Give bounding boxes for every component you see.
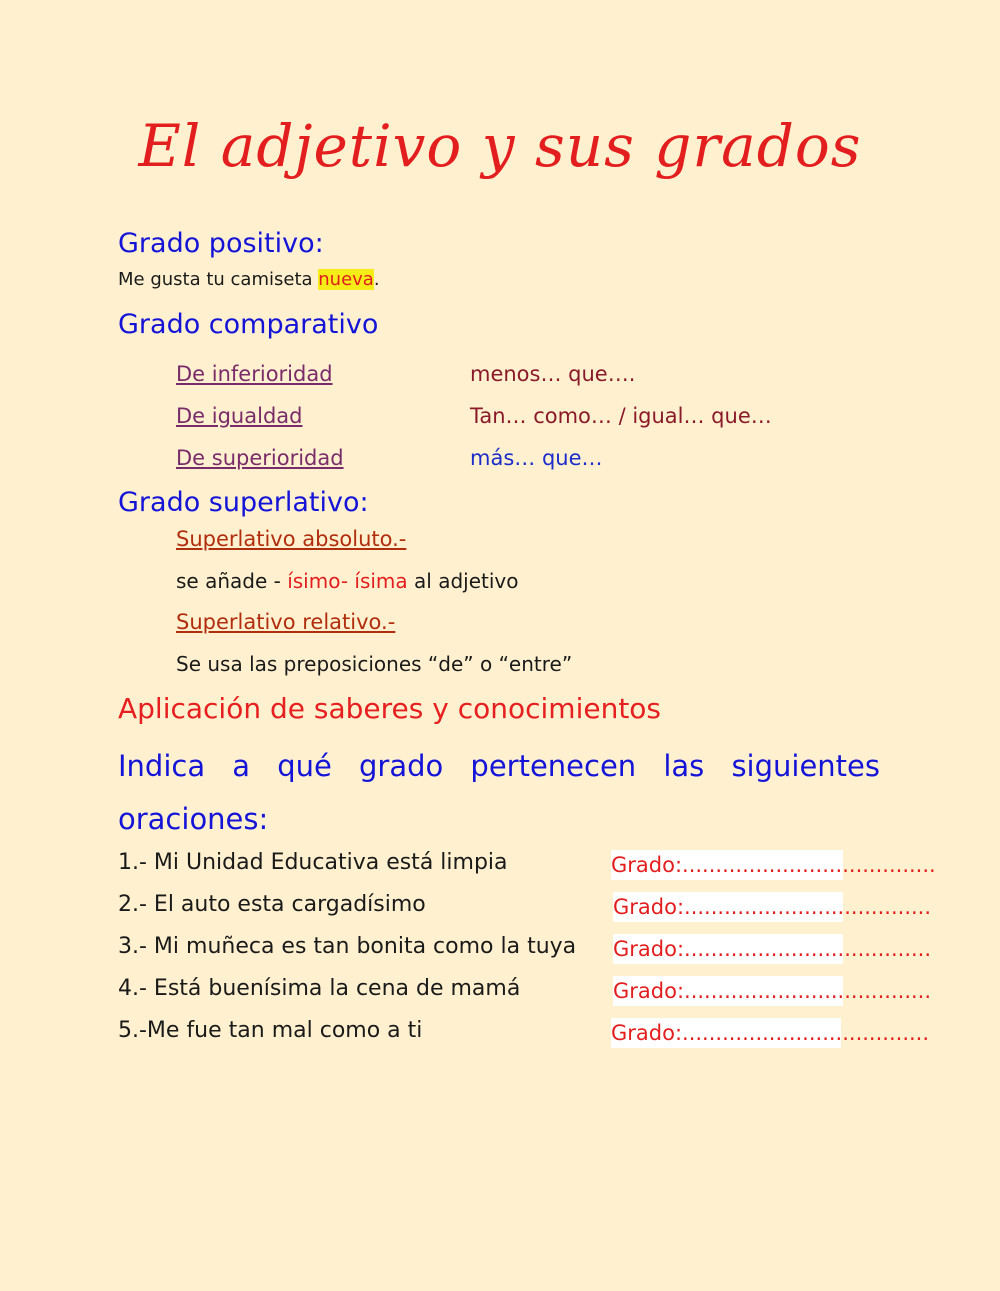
heading-grado-comparativo: Grado comparativo [118,309,379,340]
superlativo-absoluto-suffixes: ísimo- ísima [287,569,408,593]
heading-grado-positivo: Grado positivo: [118,228,324,259]
positivo-example-before: Me gusta tu camiseta [118,269,319,290]
page-title: El adjetivo y sus grados [138,112,862,180]
superlativo-absoluto-label: Superlativo absoluto.- [176,527,407,551]
comparativo-label-superioridad: De superioridad [176,446,344,470]
comparativo-label-inferioridad: De inferioridad [176,362,333,386]
positivo-example [118,269,380,290]
superlativo-absoluto-after: al adjetivo [407,569,519,593]
instruction-text: Indica a qué grado pertenecen las siguientes oraciones: [118,749,880,836]
superlativo-absoluto-text [176,569,518,593]
positivo-example-after: . [373,269,380,290]
comparativo-label-igualdad: De igualdad [176,404,303,428]
superlativo-relativo-label: Superlativo relativo.- [176,610,396,634]
answer-field-1[interactable]: Grado:...................................... [611,850,843,880]
comparativo-formula-superioridad: más… que… [470,446,603,470]
comparativo-formula-igualdad: Tan… como… / igual… que… [470,404,772,428]
answer-field-5[interactable]: Grado:..................................... [611,1018,841,1048]
exercise-sentence-4: 4.- Está buenísima la cena de mamá [118,976,521,1001]
positivo-example-highlight: nueva [318,269,374,290]
heading-grado-superlativo: Grado superlativo: [118,487,369,518]
answer-field-4[interactable]: Grado:..................................... [613,976,843,1006]
heading-aplicacion: Aplicación de saberes y conocimientos [118,692,662,725]
exercise-sentence-1: 1.- Mi Unidad Educativa está limpia [118,850,508,875]
answer-field-3[interactable]: Grado:..................................... [613,934,843,964]
exercise-sentence-5: 5.-Me fue tan mal como a ti [118,1018,423,1043]
superlativo-relativo-text: Se usa las preposiciones “de” o “entre” [176,652,573,676]
exercise-sentence-3: 3.- Mi muñeca es tan bonita como la tuya [118,934,577,959]
superlativo-absoluto-before: se añade - [176,569,288,593]
exercise-sentence-2: 2.- El auto esta cargadísimo [118,892,426,917]
answer-field-2[interactable]: Grado:..................................... [613,892,843,922]
comparativo-formula-inferioridad: menos… que…. [470,362,636,386]
